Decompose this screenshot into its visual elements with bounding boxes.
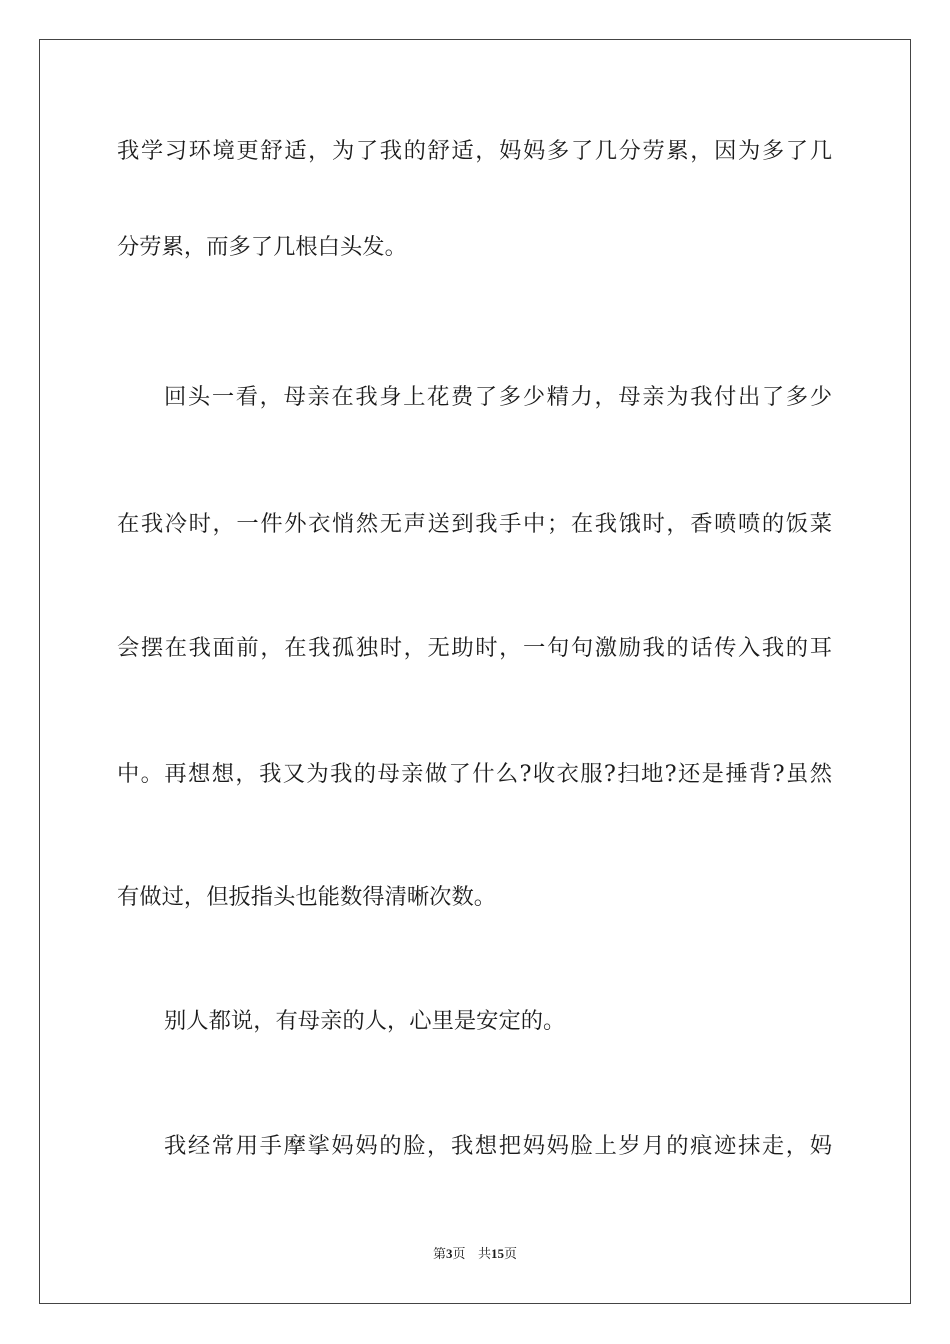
- text-line-1: 我学习环境更舒适，为了我的舒适，妈妈多了几分劳累，因为多了几: [117, 138, 832, 164]
- footer-page-total: 15: [490, 1246, 504, 1261]
- text-line-6: 中。再想想，我又为我的母亲做了什么?收衣服?扫地?还是捶背?虽然: [117, 761, 832, 787]
- text-line-2: 分劳累，而多了几根白头发。: [117, 234, 407, 260]
- text-line-5: 会摆在我面前，在我孤独时，无助时，一句句激励我的话传入我的耳: [117, 635, 832, 661]
- text-line-9: 我经常用手摩挲妈妈的脸，我想把妈妈脸上岁月的痕迹抹走，妈: [164, 1133, 832, 1159]
- footer-page-unit: 页: [452, 1247, 466, 1262]
- footer-total-prefix: 共: [477, 1247, 491, 1262]
- footer-total-unit: 页: [503, 1247, 517, 1262]
- footer-page-prefix: 第: [433, 1247, 447, 1262]
- page-footer: [0, 1245, 950, 1264]
- page-border: [39, 39, 911, 1304]
- text-line-7: 有做过，但扳指头也能数得清晰次数。: [117, 884, 497, 910]
- text-line-8: 别人都说，有母亲的人，心里是安定的。: [164, 1008, 566, 1034]
- text-line-4: 在我冷时，一件外衣悄然无声送到我手中；在我饿时，香喷喷的饭菜: [117, 511, 832, 537]
- footer-page-current: 3: [446, 1246, 453, 1261]
- text-line-3: 回头一看，母亲在我身上花费了多少精力，母亲为我付出了多少: [164, 384, 832, 410]
